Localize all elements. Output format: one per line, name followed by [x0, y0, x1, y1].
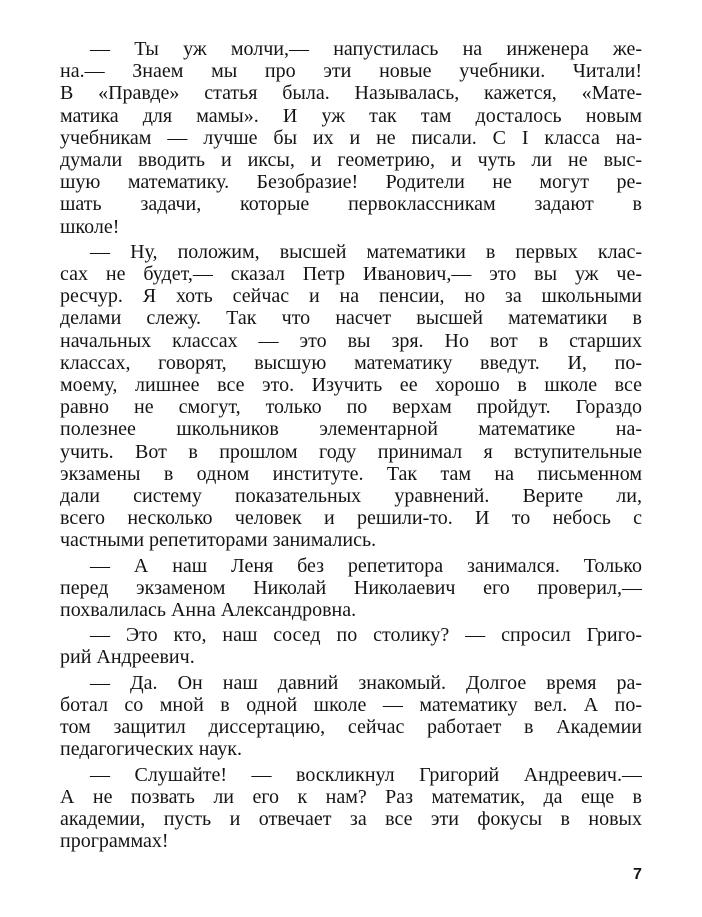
text-line: на.— Знаем мы про эти новые учебники. Читали!: [60, 60, 642, 83]
text-line: академии, пусть и отвечает за все эти фокусы в новых: [60, 807, 642, 830]
text-line: экзамены в одном институте. Так там на письменном: [60, 462, 642, 485]
text-line: — Ты уж молчи,— напустилась на инженера же-: [90, 38, 642, 60]
text-line: школе!: [60, 215, 120, 238]
text-line: А не позвать ли его к нам? Раз математик, да еще в: [60, 785, 642, 808]
text-line: рий Андреевич.: [60, 646, 195, 669]
text-line: учебникам — лучше бы их и не писали. С I класса на-: [60, 126, 642, 149]
text-line: программах!: [60, 830, 169, 853]
text-line: делами слежу. Так что насчет высшей математики в: [60, 307, 642, 330]
paragraph: [60, 624, 642, 668]
text-line: моему, лишнее все это. Изучить ее хорошо в школе все: [60, 374, 642, 397]
text-line: перед экзаменом Николай Николаевич его проверил,—: [60, 576, 642, 599]
text-line: — Да. Он наш давний знакомый. Долгое время ра-: [90, 671, 642, 694]
text-line: похвалилась Анна Александровна.: [60, 599, 357, 622]
text-line: — Слушайте! — воскликнул Григорий Андреевич.—: [90, 763, 642, 786]
page-number: 7: [633, 866, 642, 883]
text-line: полезнее школьников элементарной математике на-: [60, 418, 642, 441]
text-line: частными репетиторами занимались.: [60, 529, 377, 552]
text-line: — А наш Леня без репетитора занимался. Только: [90, 554, 642, 577]
text-line: шать задачи, которые первоклассникам задают в: [60, 193, 642, 216]
text-line: думали вводить и иксы, и геометрию, и чуть ли не выс-: [60, 149, 642, 172]
text-line: педагогических наук.: [60, 738, 242, 761]
paragraph: [60, 241, 642, 552]
text-line: дали систему показательных уравнений. Верите ли,: [60, 485, 642, 508]
text-line: учить. Вот в прошлом году принимал я вступительные: [60, 440, 642, 463]
page-body-text: [60, 38, 642, 855]
text-line: — Ну, положим, высшей математики в первых клас-: [90, 240, 642, 263]
paragraph: [60, 38, 642, 238]
text-line: В «Правде» статья была. Называлась, кажется, «Мате-: [60, 82, 642, 105]
paragraph: [60, 555, 642, 622]
text-line: том защитил диссертацию, сейчас работает в Академии: [60, 716, 642, 739]
text-line: сах не будет,— сказал Петр Иванович,— это вы уж че-: [60, 263, 642, 286]
paragraph: [60, 672, 642, 761]
paragraph: [60, 764, 642, 853]
text-line: классах, говорят, высшую математику введут. И, по-: [60, 351, 642, 374]
text-line: — Это кто, наш сосед по столику? — спросил Григо-: [90, 624, 642, 647]
text-line: шую математику. Безобразие! Родители не могут ре-: [60, 171, 642, 194]
text-line: равно не смогут, только по верхам пройдут. Гораздо: [60, 396, 642, 419]
text-line: ботал со мной в одной школе — математику вел. А по-: [60, 693, 642, 716]
text-line: начальных классах — это вы зря. Но вот в старших: [60, 329, 642, 352]
text-line: ресчур. Я хоть сейчас и на пенсии, но за школьными: [60, 285, 642, 308]
text-line: матика для мамы». И уж так там досталось новым: [60, 104, 642, 127]
text-line: всего несколько человек и решили-то. И то небось с: [60, 507, 642, 530]
